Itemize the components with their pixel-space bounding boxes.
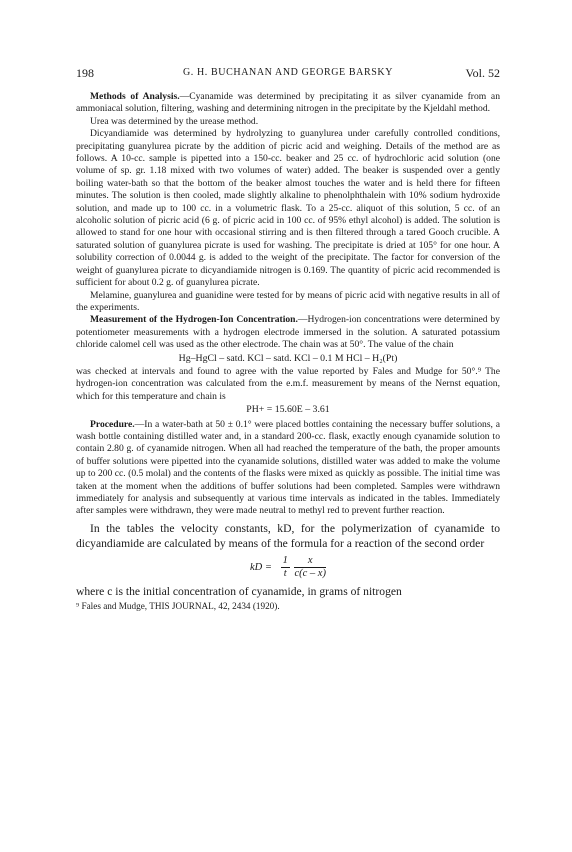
procedure-text: —In a water-bath at 50 ± 0.1° were placed bottles containing the necessary buffer solutions, a wash bottle containing distilled water and, in a standard 200-cc. flask, exactly enough cyanamide solution to contain 2.80 g. of cyanamide nitrogen. When all had reached the temperature of the bath, the proper amounts of buffer solutions were pipetted into the cyanamide solutions, distilled water was added to make the volume up to 200 cc. (0.5 molal) and the contents of the flasks were mixed as quickly as possible. The initial time was taken at the moment when the additions of buffer solutions had been completed. Samples were withdrawn immediately for analysis and subsequently at various time intervals as indicated in the tables. Immediately after samples were withdrawn, they were made neutral to methyl red to prevent further reaction. xyxy=(76,418,500,517)
formula-frac2-denominator: c(c – x) xyxy=(294,568,326,579)
paragraph-where-c: where c is the initial concentration of cyanamide, in grams of nitrogen xyxy=(76,585,402,598)
article-body xyxy=(76,91,500,612)
formula-fraction-1 xyxy=(281,555,290,580)
hion-text: —Hydrogen-ion concentrations were determined by potentiometer measurements with a hydrogen electrode immersed in the solution. A saturated potassium chloride calomel cell was used as the other electrode. The chain was at 50°. The value of the chain xyxy=(76,314,500,351)
second-order-formula xyxy=(76,555,500,580)
page-number: 198 xyxy=(76,66,94,80)
paragraph-hion-continued: was checked at intervals and found to agree with the value reported by Fales and Mudge for 50°.⁹ The hydrogen-ion concentration was calculated from the e.m.f. measurement by means of the Nernst equation, which for this temperature and chain is xyxy=(76,365,500,402)
formula-frac1-denominator: t xyxy=(283,568,287,579)
formula-frac1-numerator: 1 xyxy=(282,555,288,566)
formula-lhs: kD = xyxy=(250,561,272,573)
paragraph-hion xyxy=(76,314,500,351)
large-type-section xyxy=(76,521,500,600)
paragraph-methods xyxy=(76,91,500,116)
running-title: G. H. BUCHANAN AND GEORGE BARSKY xyxy=(182,67,394,78)
paragraph-dicyandiamide: Dicyandiamide was determined by hydrolyzing to guanylurea under carefully controlled conditions, precipitating guanylurea picrate by the addition of picric acid and weighing. Details of the method are as follows. A 10-cc. sample is pipetted into a 150-cc. beaker and 25 cc. of hydrochloric acid solution (one volume of sp. gr. 1.18 mixed with two volumes of water) added. The beaker is suspended over a gently boiling water-bath so that the bottom of the beaker almost touches the water and is held there for fifteen minutes. The solution is then cooled, made slightly alkaline to phenolphthalein with 10% sodium hydroxide solution, and made up to 100 cc. in a volumetric flask. To a 25-cc. aliquot of this solution, 5 cc. of an alcoholic solution of picric acid (6 g. of picric acid in 100 cc. of 95% ethyl alcohol) is added. The solution is allowed to stand for one hour with occasional stirring and is then filtered through a tared Gooch crucible. A saturated solution of guanylurea picrate is used for washing. The precipitate is dried at 105° for one hour. A solubility correction of 0.0044 g. is added to the weight of the precipitate. The factor for conversion of the weight of guanylurea picrate to dicyandiamide nitrogen is 0.169. The quantity of picric acid recommended is sufficient for about 0.2 g. of guanylurea picrate. xyxy=(76,128,500,289)
hion-heading: Measurement of the Hydrogen-Ion Concentration. xyxy=(90,314,298,326)
volume-label: Vol. 52 xyxy=(465,66,500,80)
paragraph-urea: Urea was determined by the urease method. xyxy=(90,115,259,127)
running-header xyxy=(76,66,500,82)
footnote: ⁹ Fales and Mudge, THIS JOURNAL, 42, 2434 (1920). xyxy=(76,600,280,611)
paragraph-melamine: Melamine, guanylurea and guanidine were tested for by means of picric acid with negative results in all of the experiments. xyxy=(76,289,500,313)
formula-fraction-2 xyxy=(294,555,325,580)
procedure-heading: Procedure. xyxy=(90,418,135,430)
ph-equation: PH+ = 15.60E – 3.61 xyxy=(246,404,330,416)
formula-frac2-numerator: x xyxy=(294,555,325,568)
paragraph-procedure xyxy=(76,419,500,518)
methods-text: —Cyanamide was determined by precipitating it as silver cyanamide from an ammoniacal solution, filtering, washing and determining nitrogen in the precipitate by the Kjeldahl method. xyxy=(76,91,500,115)
chain-equation: Hg–HgCl – satd. KCl – satd. KCl – 0.1 M HCl – H₂(Pt) xyxy=(178,352,398,364)
methods-heading: Methods of Analysis. xyxy=(90,91,180,102)
paragraph-velocity-constants: In the tables the velocity constants, kD, for the polymerization of cyanamide to dicyandiamide are calculated by means of the formula for a reaction of the second order xyxy=(76,521,500,551)
